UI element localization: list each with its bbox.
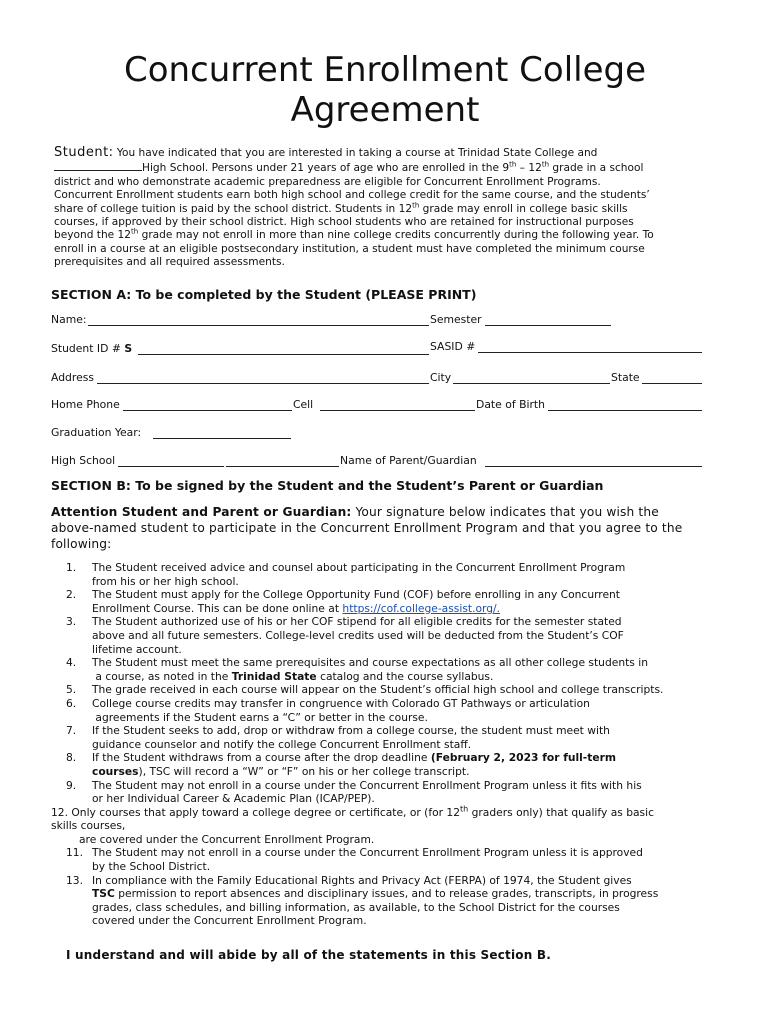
intro-text: prerequisites and all required assessments.	[54, 256, 285, 269]
semester-field[interactable]	[485, 325, 611, 326]
parent-name-field[interactable]	[485, 466, 702, 467]
attention-text: Your signature below indicates that you wish the above-named student to participate in the Concurrent Enrollment Program and that you agree to the following:	[51, 505, 683, 551]
section-a-heading: SECTION A: To be completed by the Student (PLEASE PRINT)	[51, 287, 477, 302]
intro-text: grade may not enroll in more than nine college credits concurrently during the following year. To	[138, 229, 654, 242]
list-item: 3. The Student authorized use of his or her COF stipend for all eligible credits for the semester stated above and all future semesters. College-level credits used will be deducted from the Student’s COF lifetime account.	[66, 615, 624, 656]
grad-year-row	[51, 426, 703, 442]
dob-field[interactable]	[548, 410, 702, 411]
grad-year-field[interactable]	[153, 438, 291, 439]
list-item: 6. College course credits may transfer in congruence with Colorado GT Pathways or articulation agreements if the Student earns a “C” or better in the course.	[66, 696, 590, 724]
attention-paragraph	[51, 504, 701, 552]
list-item: 4. The Student must meet the same prerequisites and course expectations as all other college students in a course, as noted in the Trinidad State catalog and the course syllabus.	[66, 656, 648, 683]
dob-label: Date of Birth	[476, 398, 545, 411]
title-line-1: Concurrent Enrollment College	[123, 50, 647, 90]
intro-text: enroll in a course at an eligible postsecondary institution, a student must have completed the minimum course	[54, 242, 645, 255]
intro-lead: Student:	[54, 145, 114, 160]
city-label: City	[430, 371, 452, 384]
list-item: 1. The Student received advice and counsel about participating in the Concurrent Enrollment Program from his or her high school.	[66, 561, 626, 588]
cell-field[interactable]	[320, 410, 475, 411]
document-title	[0, 50, 770, 130]
closing-statement: I understand and will abide by all of the statements in this Section B.	[66, 948, 551, 962]
intro-text: Concurrent Enrollment students earn both high school and college credit for the same course, and the students’	[54, 189, 650, 202]
address-field[interactable]	[97, 383, 429, 384]
cell-label: Cell	[293, 398, 314, 411]
intro-text: grade in a school	[549, 162, 644, 175]
cof-link[interactable]: https://cof.college-assist.org/.	[342, 601, 501, 615]
intro-text: share of college tuition is paid by the school district. Students in 12	[54, 202, 413, 215]
student-id-row	[51, 342, 703, 358]
high-school-label: High School	[51, 454, 116, 467]
high-school-row	[51, 454, 703, 470]
intro-sup: th	[412, 201, 420, 210]
list-item: 12. Only courses that apply toward a college degree or certificate, or (for 12th graders only) that qualify as basic skills courses, are covered under the Concurrent Enrollment Program.	[51, 804, 654, 846]
intro-text: High School. Persons under 21 years of age who are enrolled in the 9	[142, 162, 510, 175]
intro-sup: th	[131, 227, 139, 236]
intro-text: district and who demonstrate academic preparedness are eligible for Concurrent Enrollment Programs.	[54, 175, 601, 188]
name-field[interactable]	[88, 325, 429, 326]
list-item: 5. The grade received in each course will appear on the Student’s official high school and college transcripts.	[66, 683, 664, 697]
list-item: 2. The Student must apply for the College Opportunity Fund (COF) before enrolling in any Concurrent Enrollment Course. This can be done online at https://cof.college-assist.org/.	[66, 588, 620, 615]
section-b-heading: SECTION B: To be signed by the Student and the Student’s Parent or Guardian	[51, 478, 604, 493]
list-item: 7. If the Student seeks to add, drop or withdraw from a college course, the student must meet with guidance counselor and notify the college Concurrent Enrollment staff.	[66, 724, 610, 751]
home-phone-field[interactable]	[123, 410, 292, 411]
state-label: State	[611, 371, 640, 384]
intro-text: You have indicated that you are interested in taking a course at Trinidad State College and	[113, 147, 598, 159]
intro-text: grade may enroll in college basic skills	[419, 202, 628, 215]
list-item: 9. The Student may not enroll in a course under the Concurrent Enrollment Program unless it fits with his or her Individual Career & Academic Plan (ICAP/PEP).	[66, 778, 642, 806]
address-row	[51, 371, 703, 387]
agreement-list	[51, 561, 718, 928]
intro-text: courses, if approved by their school district. High school students who are retained for instructional purposes	[54, 216, 634, 229]
high-school-blank[interactable]	[54, 160, 142, 171]
list-item: 13. In compliance with the Family Educational Rights and Privacy Act (FERPA) of 1974, the Student gives TSC permission to report absences and disciplinary issues, and to release grades, transcripts, in progress grades, class schedules, and billing information, as available, to the School District for the courses covered under the Concurrent Enrollment Program.	[66, 873, 659, 928]
intro-text: – 12	[516, 162, 542, 175]
intro-sup: th	[509, 160, 517, 169]
city-field[interactable]	[453, 383, 610, 384]
high-school-field-2[interactable]	[226, 466, 339, 467]
high-school-field[interactable]	[118, 466, 224, 467]
sasid-field[interactable]	[478, 352, 702, 353]
intro-sup: th	[541, 160, 550, 169]
parent-name-label: Name of Parent/Guardian	[340, 454, 477, 467]
title-line-2: Agreement	[290, 90, 480, 130]
intro-paragraph	[54, 146, 704, 270]
student-id-label: Student ID # S	[51, 342, 133, 355]
semester-label: Semester	[430, 313, 482, 326]
intro-text: beyond the 12	[54, 229, 132, 242]
address-label: Address	[51, 371, 94, 384]
list-item: 8. If the Student withdraws from a course after the drop deadline (February 2, 2023 for full-term courses), TSC will record a “W” or “F” on his or her college transcript.	[66, 751, 616, 778]
grad-year-label: Graduation Year:	[51, 426, 142, 439]
name-row	[51, 313, 703, 329]
attention-lead: Attention Student and Parent or Guardian:	[51, 505, 352, 519]
home-phone-label: Home Phone	[51, 398, 120, 411]
list-item: 11. The Student may not enroll in a course under the Concurrent Enrollment Program unless it is approved by the School District.	[66, 846, 643, 874]
phone-row	[51, 398, 703, 414]
state-field[interactable]	[642, 383, 702, 384]
name-label: Name:	[51, 313, 87, 326]
student-id-field[interactable]	[138, 354, 429, 355]
sasid-label: SASID #	[430, 340, 476, 353]
